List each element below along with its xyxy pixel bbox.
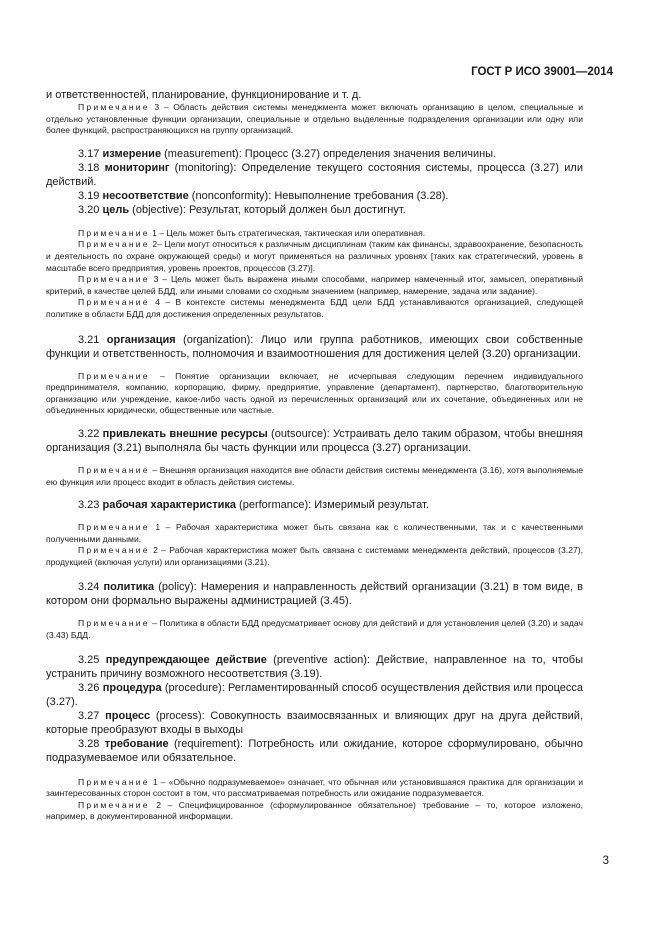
note-3-20-3: Примечание 3 – Цель может быть выражена иными способами, например намеченный итог, замысел, оперативный критерий, в качестве целей БДД, или иными словами со сходным значением (например, намерение, задача или задание).	[46, 274, 583, 296]
definition-3-23: 3.23 рабочая характеристика (performance): Измеримый результат.	[78, 499, 429, 512]
note-3-23-2: Примечание 2 – Рабочая характеристика может быть связана с системами менеджмента действий, процессов (3.27), продукцией (включая услуги) или организациями (3.21).	[46, 545, 584, 567]
note-3-23-1: Примечание 1 – Рабочая характеристика может быть связана как с количественными, так и с качественными полученными данными.	[46, 522, 583, 544]
note-scope: Примечание 3 – Область действия системы менеджмента может включать организацию в целом, специальные и отдельно установленные функции организации, специальные и отдельно выделенные подразделения организации или одну или более функций, распространяющихся на группу организаций.	[46, 102, 583, 136]
definition-3-25: 3.25 предупреждающее действие (preventive action): Действие, направленное на то, чтобы устранить причину возможного несоответствия (3.19).	[46, 653, 583, 680]
note-3-20-2: Примечание 2– Цели могут относиться к различным дисциплинам (таким как финансы, здравоохранение, безопасность и деятельность по охране окружающей среды) и могут применяться на различных уровнях [таких как стратегический, уровень в масштабе всего предприятия, уровень проектов, процессов (3.27)].	[46, 239, 583, 273]
note-3-20-1: Примечание 1 – Цель может быть стратегическая, тактическая или оперативная.	[78, 227, 426, 238]
definition-3-27: 3.27 процесс (process): Совокупность взаимосвязанных и влияющих друг на друга действий, которые преобразуют входы в выходы	[46, 709, 583, 736]
definition-3-22: 3.22 привлекать внешние ресурсы (outsource): Устраивать дело таким образом, чтобы внешняя организация (3.21) выполняла бы часть функции или процесса (3.27) организации.	[46, 427, 583, 454]
note-3-28-1: Примечание 1 – «Обычно подразумеваемое» означает, что обычная или установившаяся практика для организации и заинтересованных сторон состоит в том, что рассматриваемая потребность или ожидание подразумевается.	[46, 776, 583, 799]
page-number: 3	[602, 855, 609, 867]
note-3-22: Примечание – Внешняя организация находится вне области действия системы менеджмента (3.16), хотя выполняемые ею функция или процесс входит в область действия системы.	[46, 464, 583, 487]
definition-3-26: 3.26 процедура (procedure): Регламентированный способ осуществления действия или процесса (3.27).	[46, 681, 584, 708]
note-3-20-4: Примечание 4 – В контексте системы менеджмента БДД цели БДД устанавливаются организацией, следующей политике в области БДД для достижения определенных результатов.	[46, 297, 584, 319]
note-3-21: Примечание – Понятие организации включает, не исчерпывая следующим перечнем индивидуального предпринимателя, компанию, корпорацию, фирму, предприятие, управление (департамент), партнерство, благотворительную организацию или учреждение, какое-либо часть одной из перечисленных организаций или их сочетание, объединенных или не объединенных юридически, общественные или частные.	[46, 370, 583, 416]
definition-3-19: 3.19 несоответствие (nonconformity): Невыполнение требования (3.28).	[78, 189, 449, 202]
definition-3-21: 3.21 организация (organization): Лицо или группа работников, имеющих свои собственные функции и ответственность, полномочия и взаимоотношения для достижения целей (3.20) организации.	[46, 333, 583, 360]
document-id: ГОСТ Р ИСО 39001—2014	[471, 66, 613, 78]
note-3-28-2: Примечание 2 – Специфицированное (сформулированное обязательное) требование – то, которое изложено, например, в документированной информации.	[46, 799, 584, 822]
definition-3-28: 3.28 требование (requirement): Потребность или ожидание, которое сформулировано, обычно подразумеваемое или обязательное.	[46, 737, 583, 764]
note-3-24: Примечание – Политика в области БДД предусматривает основу для действий и для установления целей (3.20) и задач (3.43) БДД.	[46, 618, 583, 641]
definition-3-24: 3.24 политика (policy): Намерения и направленность действий организации (3.21) в том виде, в котором они формально выражены администрацией (3.45).	[46, 581, 583, 608]
definition-3-20: 3.20 цель (objective): Результат, который должен был достигнут.	[78, 203, 406, 216]
continuation-text: и ответственностей, планирование, функционирование и т. д.	[46, 89, 362, 101]
definition-3-18: 3.18 мониторинг (monitoring): Определение текущего состояния системы, процесса (3.27) или действий.	[46, 161, 583, 188]
definition-3-17: 3.17 измерение (measurement): Процесс (3.27) определения значения величины.	[78, 147, 497, 160]
page-content	[46, 88, 583, 823]
